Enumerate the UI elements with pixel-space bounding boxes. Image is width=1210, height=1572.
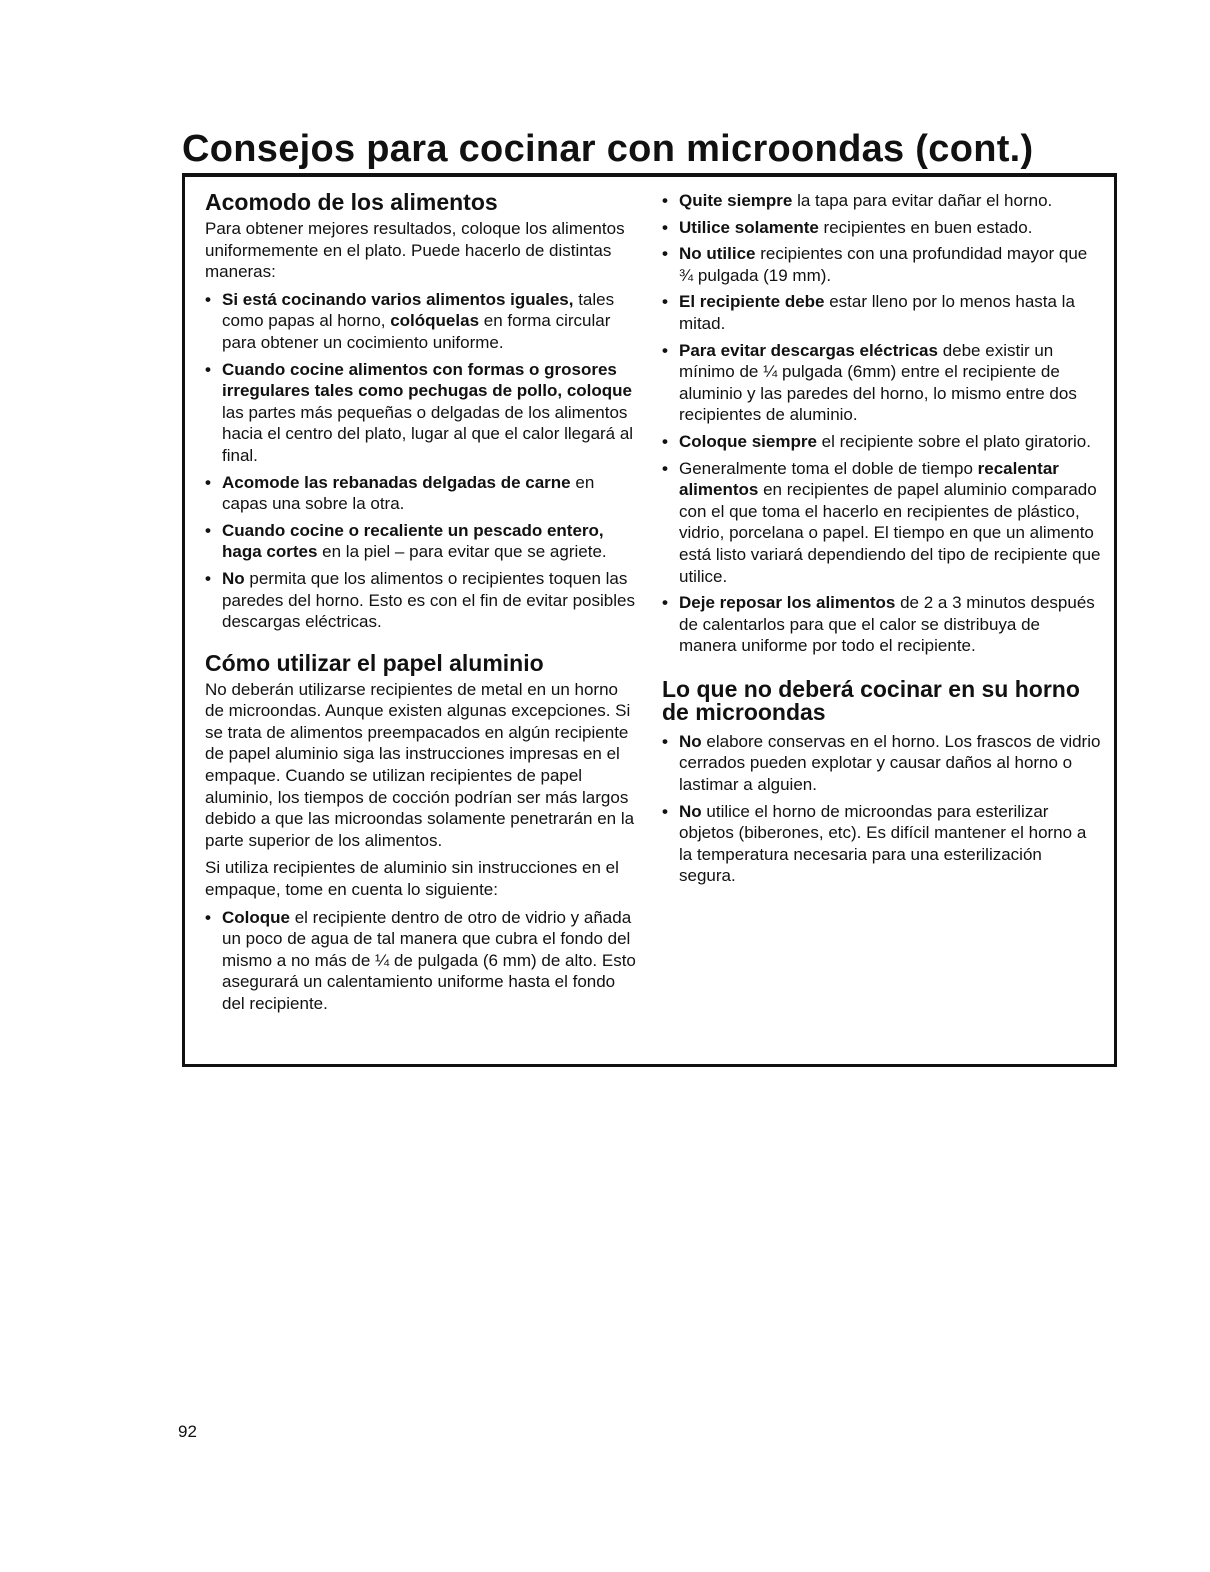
list-item: • El recipiente debe estar lleno por lo menos hasta la mitad. <box>662 291 1102 334</box>
list-item: • Quite siempre la tapa para evitar dañar el horno. <box>662 190 1102 212</box>
list-item: • Si está cocinando varios alimentos iguales, tales como papas al horno, colóquelas en forma circular para obtener un cocimiento uniforme. <box>205 289 637 354</box>
foil-tips-list <box>662 190 1102 657</box>
section-what-not-to-cook <box>662 675 1102 887</box>
page-title: Consejos para cocinar con microondas (cont.) <box>182 128 1034 170</box>
paragraph: Si utiliza recipientes de aluminio sin instrucciones en el empaque, tome en cuenta lo siguiente: <box>205 858 619 900</box>
list-item: • Coloque siempre el recipiente sobre el plato giratorio. <box>662 431 1102 453</box>
list-item: • Utilice solamente recipientes en buen estado. <box>662 217 1102 239</box>
list-item: • Para evitar descargas eléctricas debe existir un mínimo de ¼ pulgada (6mm) entre el recipiente de aluminio y las paredes del horno, lo mismo entre dos recipientes de aluminio. <box>662 340 1102 426</box>
list-item: • Generalmente toma el doble de tiempo recalentar alimentos en recipientes de papel aluminio comparado con el que toma el hacerlo en recipientes de plástico, vidrio, porcelana o papel. El tiempo en que un alimento está listo variará dependiendo del tipo de recipiente que utilice. <box>662 458 1102 588</box>
section-food-arrangement <box>205 190 637 633</box>
list-item: • Coloque el recipiente dentro de otro de vidrio y añada un poco de agua de tal manera que cubra el fondo del mismo a no más de ¼ de pulgada (6 mm) de alto. Esto asegurará un calentamiento uniforme hasta el fondo del recipiente. <box>205 907 637 1015</box>
paragraph: No deberán utilizarse recipientes de metal en un horno de microondas. Aunque existen algunas excepciones. Si se trata de alimentos preempacados en algún recipiente de papel aluminio siga las instrucciones impresas en el empaque. Cuando se utilizan recipientes de papel aluminio, los tiempos de cocción podrían ser más largos debido a que las microondas solamente penetrarán en la parte superior de los alimentos. <box>205 679 635 850</box>
page-number: 92 <box>178 1422 197 1441</box>
foil-list <box>205 907 637 1015</box>
list-item: • No permita que los alimentos o recipientes toquen las paredes del horno. Esto es con el fin de evitar posibles descargas eléctricas. <box>205 568 637 633</box>
section-heading: Acomodo de los alimentos <box>205 189 498 215</box>
list-item: • No utilice el horno de microondas para esterilizar objetos (biberones, etc). Es difícil mantener el horno a la temperatura necesaria para una esterilización segura. <box>662 801 1102 887</box>
list-item: • No elabore conservas en el horno. Los frascos de vidrio cerrados pueden explotar y causar daños al horno o lastimar a alguien. <box>662 731 1102 796</box>
list-item: • No utilice recipientes con una profundidad mayor que ¾ pulgada (19 mm). <box>662 243 1102 286</box>
list-item: • Acomode las rebanadas delgadas de carne en capas una sobre la otra. <box>205 472 637 515</box>
arrangement-list <box>205 289 637 633</box>
list-item: • Cuando cocine alimentos con formas o grosores irregulares tales como pechugas de pollo, coloque las partes más pequeñas o delgadas de los alimentos hacia el centro del plato, lugar al que el calor llegará al final. <box>205 359 637 467</box>
section-heading: Cómo utilizar el papel aluminio <box>205 649 544 676</box>
section-aluminum-foil <box>205 651 637 1015</box>
right-column <box>662 190 1102 893</box>
section-heading: Lo que no deberá cocinar en su horno de microondas <box>662 675 1080 725</box>
left-column <box>205 190 637 1021</box>
section-intro: Para obtener mejores resultados, coloque los alimentos uniformemente en el plato. Puede hacerlo de distintas maneras: <box>205 219 625 282</box>
list-item: • Cuando cocine o recaliente un pescado entero, haga cortes en la piel – para evitar que se agriete. <box>205 520 637 563</box>
do-not-cook-list <box>662 731 1102 887</box>
list-item: • Deje reposar los alimentos de 2 a 3 minutos después de calentarlos para que el calor se distribuya de manera uniforme por todo el recipiente. <box>662 592 1102 657</box>
